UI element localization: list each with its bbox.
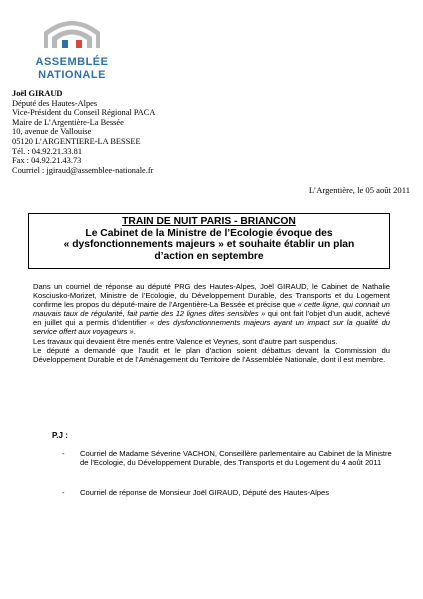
headline-line: Le Cabinet de la Ministre de l’Ecologie évoque des <box>85 227 333 239</box>
headline-title: TRAIN DE NUIT PARIS - BRIANCON <box>122 216 296 227</box>
body-paragraph-1 <box>33 282 390 337</box>
attachment-text: Courriel de Madame Séverine VACHON, Conseillère parlementaire au Cabinet de la Ministre de l’Ecologie, du Développement Durable, des Transports et du Logement du 4 août 2011 <box>80 449 392 468</box>
sender-line: 05120 L’ARGENTIERE-LA BESSEE <box>12 136 141 146</box>
sender-line: Tél. : 04.92.21.33.81 <box>12 146 83 156</box>
body-paragraph-3: Le député a demandé que l’audit et le plan d’action soient débattus devant la Commission du Développement Durable et de l’Aménagement du Territoire de l’Assemblée Nationale, dont il est membre. <box>33 345 390 364</box>
body-quote: « cette ligne, qui connait un mauvais taux de régularité, fait partie des 12 lignes dites sensibles » <box>33 300 390 319</box>
assemblee-nationale-logo <box>34 12 110 82</box>
attachment-text: Courriel de réponse de Monsieur Joël GIRAUD, Député des Hautes-Alpes <box>80 488 330 497</box>
attachment-item <box>62 488 392 497</box>
sender-name: Joël GIRAUD <box>12 89 63 98</box>
sender-line: Député des Hautes-Alpes <box>12 98 98 108</box>
letter-body <box>33 282 390 364</box>
headline-line: d’action en septembre <box>154 250 264 262</box>
list-dash: - <box>62 488 65 497</box>
logo-text-line1: ASSEMBLÉE <box>35 56 109 68</box>
attachment-item <box>62 449 392 467</box>
headline-line: « dysfonctionnements majeurs » et souhaite établir un plan <box>63 239 355 251</box>
headline-box <box>28 213 390 269</box>
hemicycle-logo-icon <box>40 12 104 50</box>
sender-line: Fax : 04.92.21.43.73 <box>12 156 82 166</box>
attachments-label: P.J : <box>52 431 68 440</box>
logo-text-line2: NATIONALE <box>38 69 106 81</box>
sender-email: Courriel : jgiraud@assemblee-nationale.fr <box>12 165 154 175</box>
body-paragraph-2: Les travaux qui devaient être menés entre Valence et Veynes, sont d’autre part suspendus. <box>33 336 338 346</box>
sender-block <box>12 89 272 175</box>
body-text: Dans un courriel de réponse au député PRG des Hautes-Alpes, Joël GIRAUD, le Cabinet de Nathalie Kosciusko-Morizet, Ministre de l’Ecologie, du Développement Durable, des Transports et du Logement confirme les propos du député-maire de l’Argentière-La Bessée et précise que <box>33 282 390 310</box>
body-text: . <box>133 327 136 337</box>
sender-line: Maire de L’Argentière-La Bessée <box>12 117 124 127</box>
letter-date: L’Argentière, le 05 août 2011 <box>308 185 410 195</box>
list-dash: - <box>62 449 65 458</box>
sender-line: 10, avenue de Vallouise <box>12 127 92 137</box>
sender-line: Vice-Président du Conseil Régional PACA <box>12 108 156 118</box>
body-quote: « des dysfonctionnements majeurs ayant un impact sur la qualité du service offert aux voyageurs » <box>33 318 390 337</box>
body-text: qui ont fait l’objet d’un audit, achevé en juillet qui a permis d’identifier <box>33 309 391 328</box>
